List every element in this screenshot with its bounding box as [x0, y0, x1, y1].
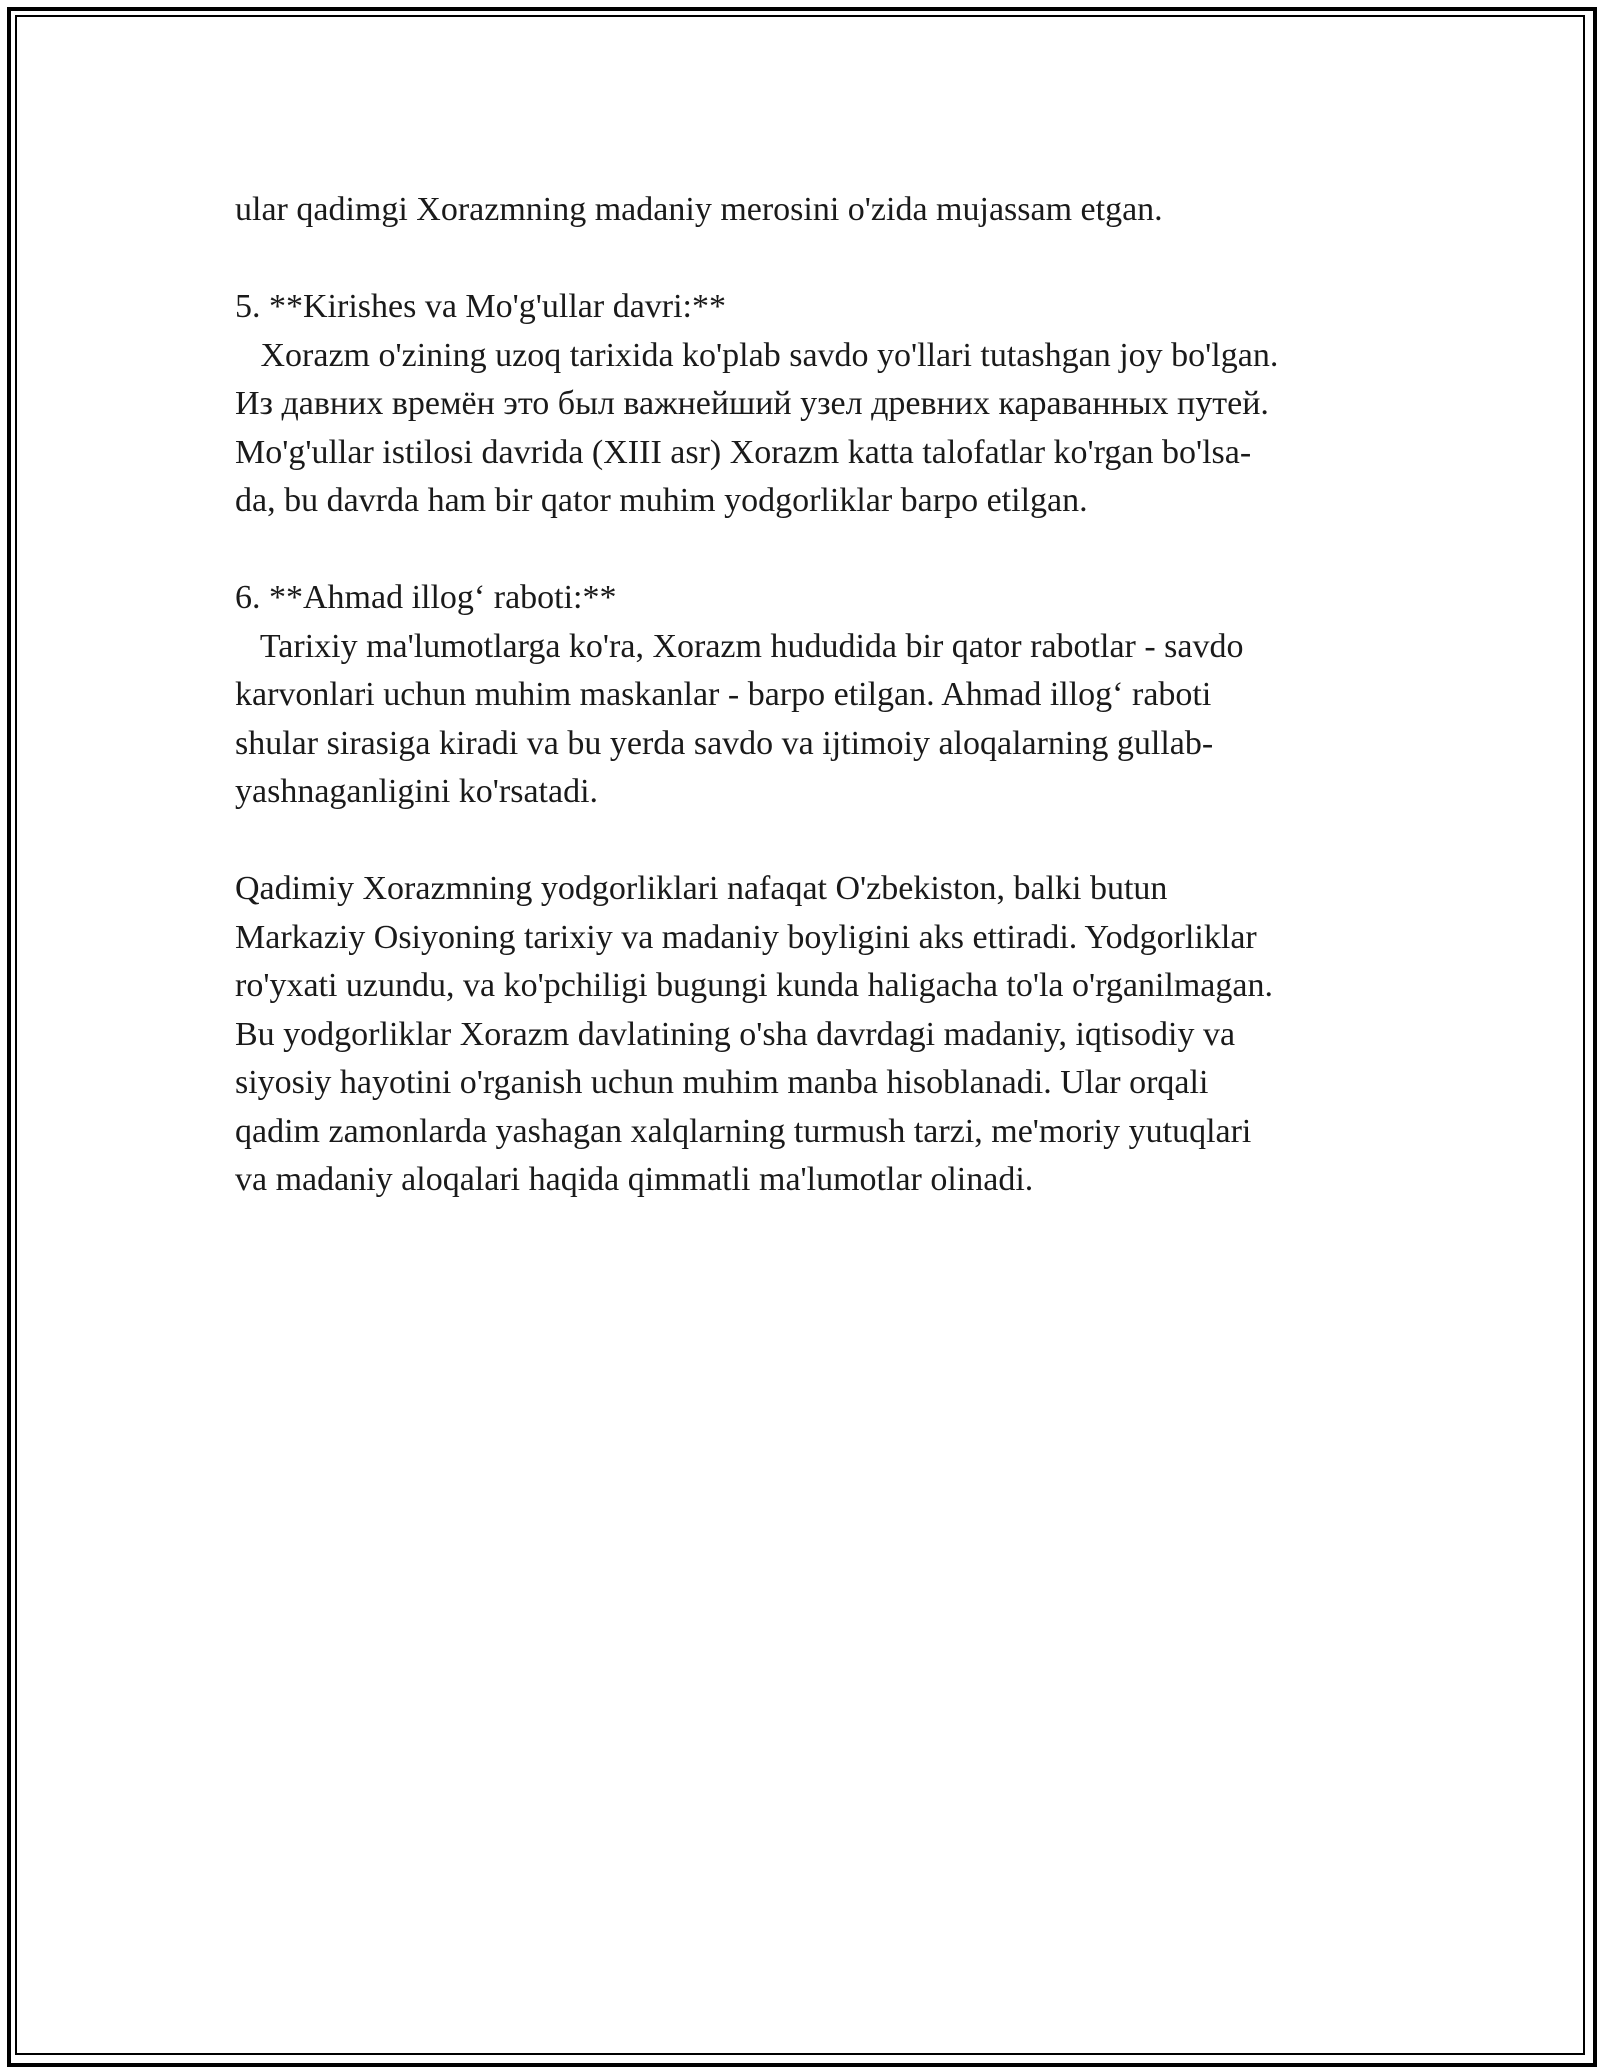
text-line: Tarixiy ma'lumotlarga ko'ra, Xorazm hududida bir qator rabotlar - savdo: [235, 627, 1244, 665]
text-line: Bu yodgorliklar Xorazm davlatining o'sha davrdagi madaniy, iqtisodiy va: [235, 1015, 1236, 1053]
text-line: ular qadimgi Xorazmning madaniy merosini o'zida mujassam etgan.: [235, 191, 1163, 228]
text-line: qadim zamonlarda yashagan xalqlarning turmush tarzi, me'moriy yutuqlari: [235, 1112, 1252, 1150]
conclusion-paragraph: [235, 865, 1365, 1205]
section-heading: 5. **Kirishes va Mo'g'ullar davri:**: [235, 288, 727, 325]
text-line: shular sirasiga kiradi va bu yerda savdo va ijtimoiy aloqalarning gullab-: [235, 724, 1214, 762]
section-6: [235, 574, 1365, 817]
paragraph-gap: [235, 526, 1365, 575]
text-line: yashnaganligini ko'rsatadi.: [235, 773, 599, 810]
text-line: Xorazm o'zining uzoq tarixida ko'plab savdo yo'llari tutashgan joy bo'lgan.: [235, 336, 1279, 374]
section-heading: 6. **Ahmad illog‘ raboti:**: [235, 579, 617, 616]
text-line: Qadimiy Xorazmning yodgorliklari nafaqat O'zbekiston, balki butun: [235, 870, 1168, 907]
text-line: Из давних времён это был важнейший узел древних караванных путей.: [235, 385, 1269, 422]
text-line: Markaziy Osiyoning tarixiy va madaniy boyligini aks ettiradi. Yodgorliklar: [235, 918, 1257, 956]
paragraph-continuation: [235, 186, 1365, 235]
text-line: siyosiy hayotini o'rganish uchun muhim manba hisoblanadi. Ular orqali: [235, 1064, 1209, 1101]
text-line: karvonlari uchun muhim maskanlar - barpo etilgan. Ahmad illog‘ raboti: [235, 676, 1212, 713]
text-line: ro'yxati uzundu, va ko'pchiligi bugungi kunda haligacha to'la o'rganilmagan.: [235, 967, 1273, 1004]
document-body: [235, 186, 1365, 1205]
text-line: Mo'g'ullar istilosi davrida (XIII asr) Xorazm katta talofatlar ko'rgan bo'lsa-: [235, 433, 1252, 471]
text-line: va madaniy aloqalari haqida qimmatli ma'lumotlar olinadi.: [235, 1161, 1034, 1198]
paragraph-gap: [235, 817, 1365, 866]
paragraph-gap: [235, 235, 1365, 284]
section-5: [235, 283, 1365, 526]
text-line: da, bu davrda ham bir qator muhim yodgorliklar barpo etilgan.: [235, 482, 1088, 519]
